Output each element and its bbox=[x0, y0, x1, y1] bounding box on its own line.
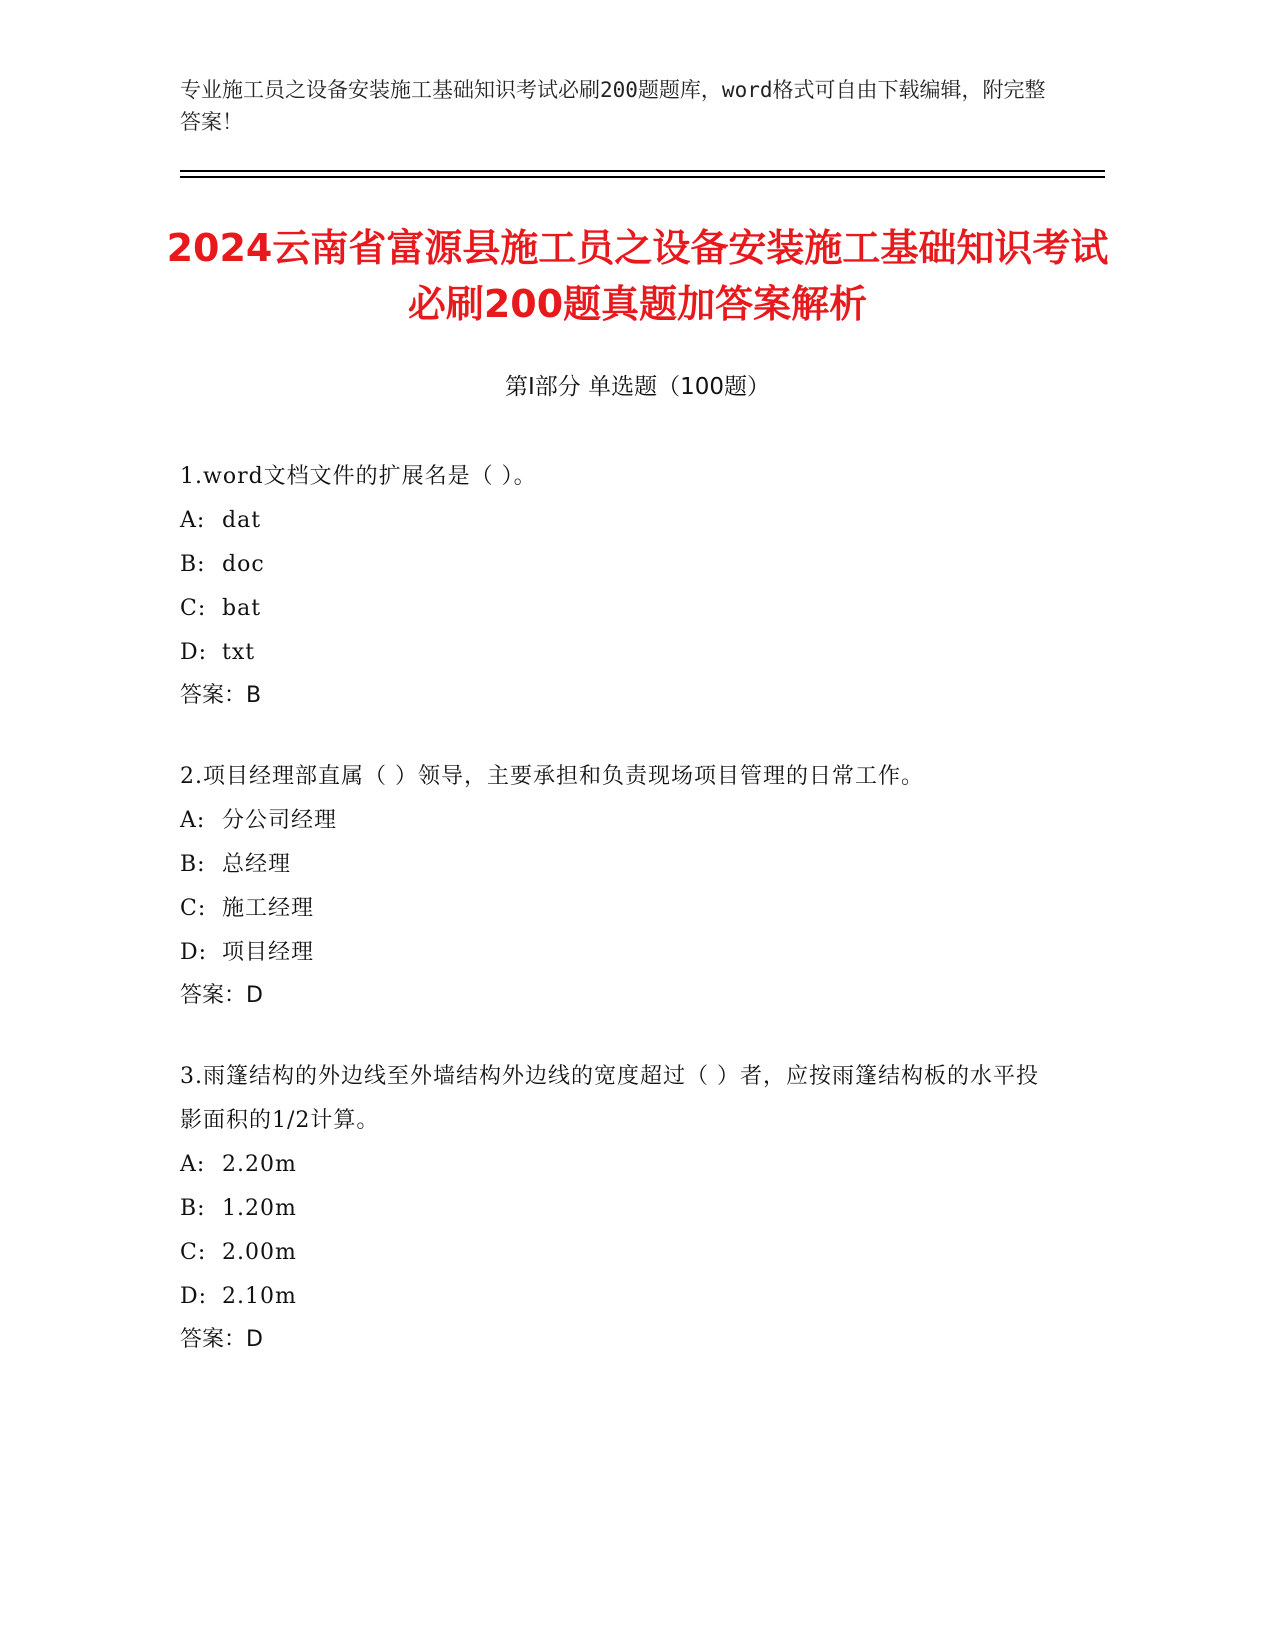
option-key: B: bbox=[180, 552, 206, 577]
option-text: 项目经理 bbox=[222, 940, 315, 965]
option-text: 分公司经理 bbox=[222, 808, 338, 833]
option-text: doc bbox=[222, 552, 265, 577]
question-1 bbox=[180, 455, 1040, 717]
option-b bbox=[180, 843, 1040, 887]
option-key: A: bbox=[180, 1152, 206, 1177]
question-stem: 3.雨篷结构的外边线至外墙结构外边线的宽度超过（ ）者，应按雨篷结构板的水平投影面积的1/2计算。 bbox=[180, 1064, 1039, 1133]
option-a bbox=[180, 1143, 1040, 1187]
option-key: C: bbox=[180, 1240, 207, 1265]
option-text: dat bbox=[222, 508, 262, 533]
question-list bbox=[180, 455, 1040, 1399]
header-note: 专业施工员之设备安装施工基础知识考试必刷200题题库，word格式可自由下载编辑，附完整答案！ bbox=[180, 78, 1046, 134]
option-text: 1.20m bbox=[222, 1196, 297, 1221]
option-key: C: bbox=[180, 896, 207, 921]
option-b bbox=[180, 1187, 1040, 1231]
option-text: 施工经理 bbox=[222, 896, 315, 921]
answer: 答案：B bbox=[180, 683, 262, 708]
option-key: D: bbox=[180, 1284, 208, 1309]
option-key: B: bbox=[180, 852, 206, 877]
header-rule-bottom bbox=[180, 176, 1105, 178]
question-stem: 2.项目经理部直属（ ）领导，主要承担和负责现场项目管理的日常工作。 bbox=[180, 764, 924, 789]
option-key: D: bbox=[180, 940, 208, 965]
answer: 答案：D bbox=[180, 983, 263, 1008]
option-text: txt bbox=[222, 640, 256, 665]
question-3 bbox=[180, 1055, 1040, 1361]
option-key: A: bbox=[180, 508, 206, 533]
option-b bbox=[180, 543, 1040, 587]
option-c bbox=[180, 887, 1040, 931]
option-d bbox=[180, 631, 1040, 675]
option-text: 2.20m bbox=[222, 1152, 297, 1177]
option-d bbox=[180, 931, 1040, 975]
option-c bbox=[180, 587, 1040, 631]
option-key: A: bbox=[180, 808, 206, 833]
option-key: B: bbox=[180, 1196, 206, 1221]
option-key: D: bbox=[180, 640, 208, 665]
answer: 答案：D bbox=[180, 1327, 263, 1352]
option-text: 2.00m bbox=[222, 1240, 297, 1265]
option-text: bat bbox=[222, 596, 262, 621]
question-2 bbox=[180, 755, 1040, 1017]
option-a bbox=[180, 499, 1040, 543]
section-title: 第Ⅰ部分 单选题（100题） bbox=[505, 374, 770, 400]
option-a bbox=[180, 799, 1040, 843]
option-d bbox=[180, 1275, 1040, 1319]
option-text: 总经理 bbox=[222, 852, 292, 877]
option-c bbox=[180, 1231, 1040, 1275]
document-title: 2024云南省富源县施工员之设备安装施工基础知识考试必刷200题真题加答案解析 bbox=[166, 226, 1109, 326]
option-key: C: bbox=[180, 596, 207, 621]
header-rule-top bbox=[180, 170, 1105, 172]
option-text: 2.10m bbox=[222, 1284, 297, 1309]
question-stem: 1.word文档文件的扩展名是（ ）。 bbox=[180, 464, 537, 489]
